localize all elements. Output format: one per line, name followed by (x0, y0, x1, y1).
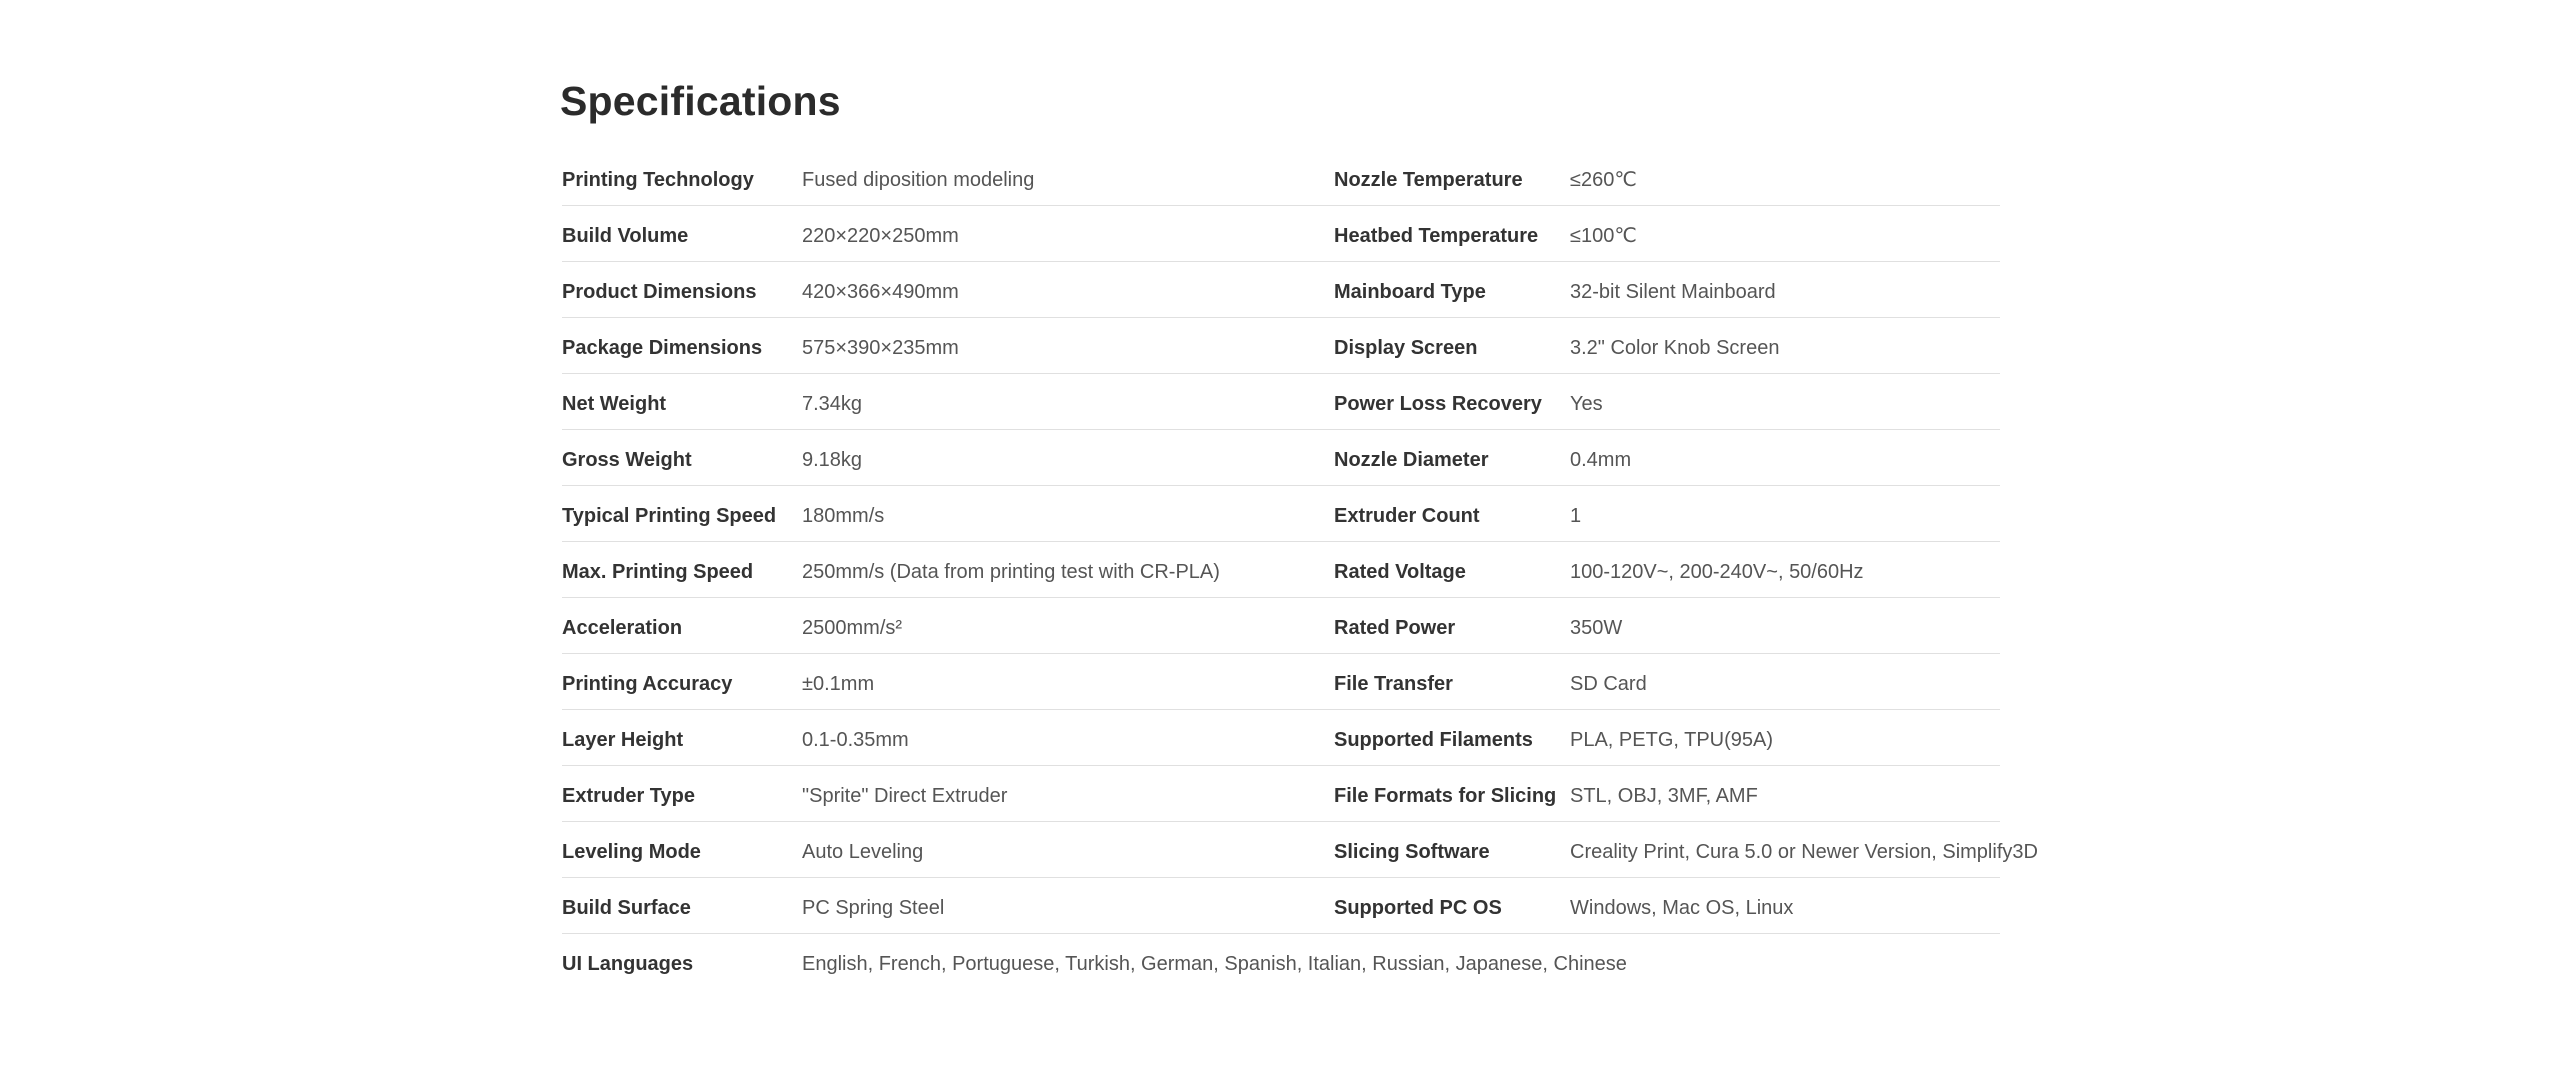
spec-label: Printing Accuracy (562, 673, 733, 695)
spec-row (560, 486, 2000, 542)
spec-label: Gross Weight (562, 449, 692, 471)
spec-value: ≤100℃ (1570, 225, 1637, 247)
spec-value: 7.34kg (802, 393, 863, 415)
spec-value: 250mm/s (Data from printing test with CR-PLA) (802, 561, 1220, 583)
spec-label: Heatbed Temperature (1334, 225, 1539, 247)
spec-value: STL, OBJ, 3MF, AMF (1570, 785, 1758, 807)
spec-label: Extruder Count (1334, 505, 1480, 527)
spec-label: Layer Height (562, 729, 684, 751)
spec-value: Creality Print, Cura 5.0 or Newer Version, Simplify3D (1570, 841, 2038, 863)
spec-value: 1 (1570, 505, 1582, 527)
spec-value: "Sprite" Direct Extruder (802, 785, 1008, 807)
spec-label: Product Dimensions (562, 281, 757, 303)
spec-value: 9.18kg (802, 449, 863, 471)
spec-label: Net Weight (562, 393, 667, 415)
spec-row (560, 430, 2000, 486)
spec-row (560, 878, 2000, 934)
page-title: Specifications (560, 78, 841, 124)
spec-value: 100-120V~, 200-240V~, 50/60Hz (1570, 561, 1864, 583)
spec-row-ui-languages (560, 934, 2000, 990)
spec-value: 575×390×235mm (802, 337, 959, 359)
spec-value: English, French, Portuguese, Turkish, German, Spanish, Italian, Russian, Japanese, Chinese (802, 953, 1627, 975)
spec-value: PLA, PETG, TPU(95A) (1570, 729, 1774, 751)
spec-row (560, 598, 2000, 654)
spec-label: Package Dimensions (562, 337, 763, 359)
spec-value: 420×366×490mm (802, 281, 959, 303)
spec-label: Power Loss Recovery (1334, 393, 1542, 415)
spec-value: 350W (1570, 617, 1623, 639)
spec-row (560, 150, 2000, 206)
spec-table (560, 150, 2038, 990)
spec-value: 0.1-0.35mm (802, 729, 909, 751)
spec-label: Typical Printing Speed (562, 505, 777, 527)
spec-value: 220×220×250mm (802, 225, 959, 247)
spec-value: SD Card (1570, 673, 1647, 695)
spec-value: 32-bit Silent Mainboard (1570, 281, 1776, 303)
spec-row (560, 654, 2000, 710)
spec-value: Windows, Mac OS, Linux (1570, 897, 1794, 919)
spec-value: ±0.1mm (802, 673, 875, 695)
spec-row (560, 318, 2000, 374)
spec-row (560, 822, 2038, 878)
spec-label: Rated Voltage (1334, 561, 1466, 583)
spec-row (560, 542, 2000, 598)
spec-label: Nozzle Diameter (1334, 449, 1489, 471)
spec-value: 2500mm/s² (802, 617, 903, 639)
spec-label: File Transfer (1334, 673, 1453, 695)
spec-value: 3.2" Color Knob Screen (1570, 337, 1780, 359)
spec-row (560, 206, 2000, 262)
spec-value: Auto Leveling (802, 841, 924, 863)
spec-label: Slicing Software (1334, 841, 1490, 863)
spec-row (560, 262, 2000, 318)
spec-label: Extruder Type (562, 785, 695, 807)
spec-label: Leveling Mode (562, 841, 701, 863)
spec-value: PC Spring Steel (802, 897, 945, 919)
spec-row (560, 710, 2000, 766)
spec-label: Build Surface (562, 897, 691, 919)
spec-row (560, 374, 2000, 430)
spec-label: Nozzle Temperature (1334, 169, 1523, 191)
spec-label: Rated Power (1334, 617, 1456, 639)
spec-value: 180mm/s (802, 505, 885, 527)
spec-value: 0.4mm (1570, 449, 1632, 471)
spec-value: Yes (1570, 393, 1603, 415)
spec-label: UI Languages (562, 953, 694, 975)
spec-label: Supported Filaments (1334, 729, 1533, 751)
spec-label: File Formats for Slicing (1334, 785, 1557, 807)
spec-value: Fused diposition modeling (802, 169, 1035, 191)
spec-label: Acceleration (562, 617, 683, 639)
spec-label: Max. Printing Speed (562, 561, 754, 583)
spec-label: Display Screen (1334, 337, 1478, 359)
spec-value: ≤260℃ (1570, 169, 1637, 191)
spec-label: Build Volume (562, 225, 689, 247)
spec-label: Supported PC OS (1334, 897, 1502, 919)
spec-label: Mainboard Type (1334, 281, 1486, 303)
spec-label: Printing Technology (562, 169, 754, 191)
spec-row (560, 766, 2000, 822)
